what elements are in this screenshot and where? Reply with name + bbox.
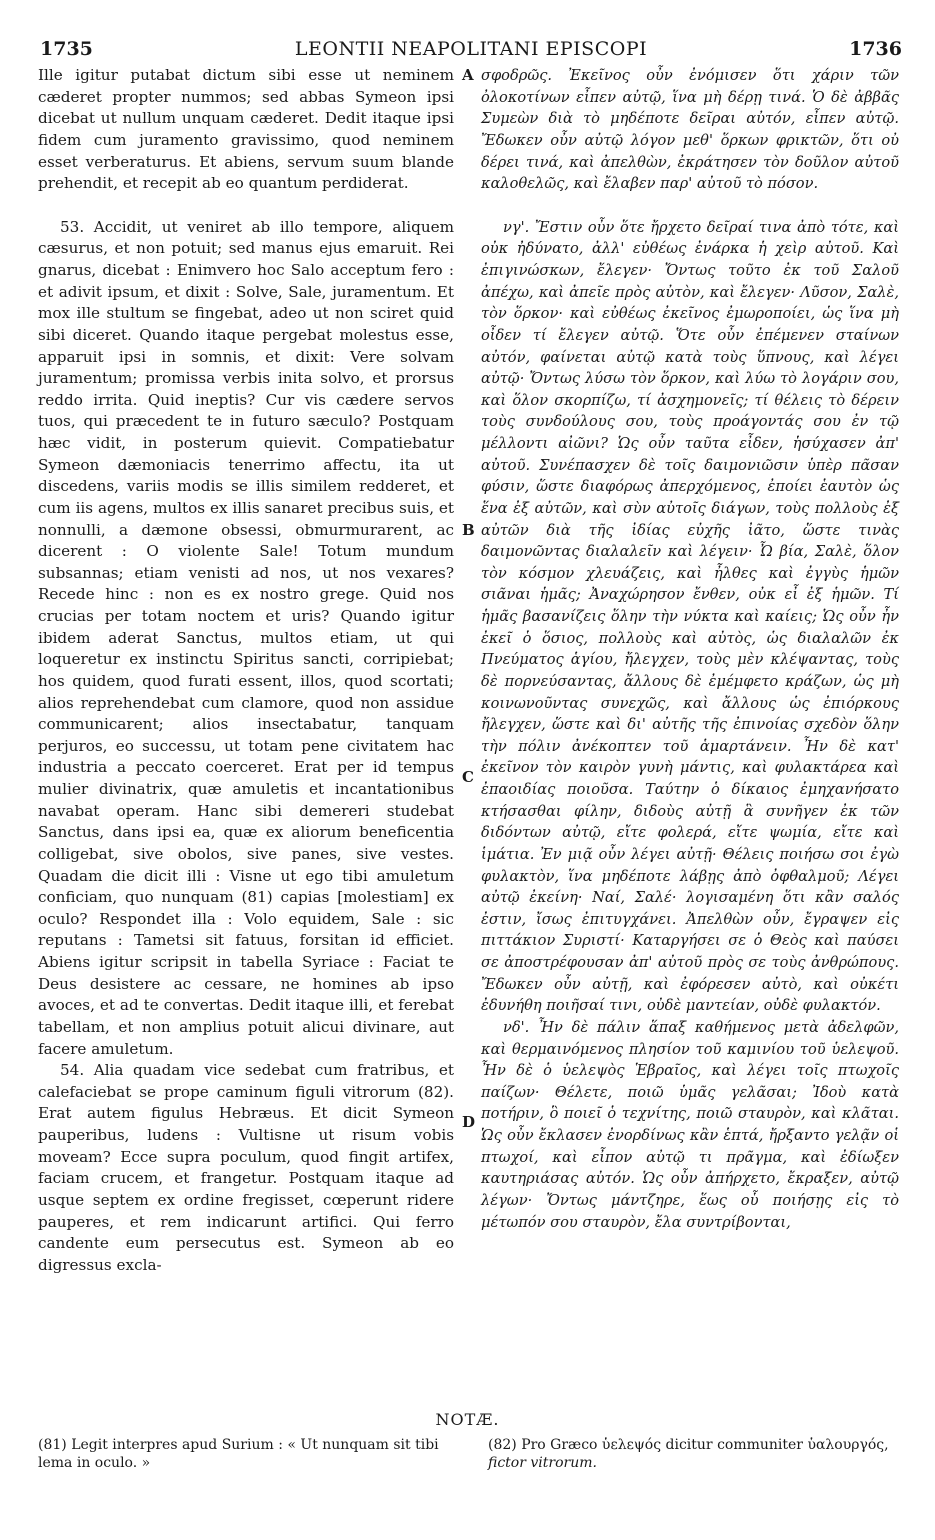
latin-paragraph: Ille igitur putabat dictum sibi esse ut neminem cæderet propter nummos; sed abbas Symeon ipsi dicebat ut nullum unquam cæderet. Dedit itaque ipsi fidem cum juramento gravissimo, quod neminem esset verberaturus. Et abiens, servum suum blande prehendit, et recepit ab eo quantum perdiderat.: [38, 66, 454, 193]
footnote-82-italic: fictor vitrorum.: [488, 1455, 597, 1471]
greek-column: [481, 65, 899, 1233]
footnote-82: [488, 1436, 898, 1472]
margin-marker-c: C: [462, 768, 474, 786]
margin-marker-a: A: [462, 66, 474, 84]
latin-column: [38, 65, 454, 1276]
margin-marker-b: B: [462, 521, 475, 539]
footnote-82-text: (82) Pro Græco ὑελεψός dicitur communiter ὑαλουργός,: [488, 1437, 889, 1453]
running-title: LEONTII NEAPOLITANI EPISCOPI: [294, 38, 648, 60]
greek-paragraph: νγ'. Ἔστιν οὖν ὅτε ἤρχετο δεῖραί τινα ἀπὸ τότε, καὶ οὐκ ἠδύνατο, ἀλλ' εὐθέως ἐνάρκα ἡ χεὶρ αὐτοῦ. Καὶ ἐπιγινώσκων, ἔλεγεν· Ὄντως τοῦτο ἐκ τοῦ Σαλοῦ ἀπέχω, καὶ ἀπεῖε πρὸς αὐτὸν, καὶ ἔλεγεν· Λῦσον, Σαλὲ, τὸν ὅρκον· καὶ εὐθέως ἐκεῖνος ἐμωροποίει, ὡς ἵνα μὴ οἶδεν τί ἔλεγεν αὐτῷ. Ὅτε οὖν ἐπέμενεν σταίνων αὐτόν, φαίνεται αὐτῷ κατὰ τοὺς ὕπνους, καὶ λέγει αὐτῷ· Ὄντως λύσω τὸν ὅρκον, καὶ λύω τὸ λογάριν σου, καὶ ὅλον σκορπίζω, τί ἀσχημονεῖς; τί θέλεις τὸ δέρειν τοὺς συνδούλους σου, τοὺς προάγοντάς σου ἐν τῷ μέλλοντι αἰῶνι? Ὡς οὖν ταῦτα εἶδεν, ἡσύχασεν ἀπ' αὐτοῦ. Συνέπασχεν δὲ τοῖς δαιμονιῶσιν ὑπὲρ πᾶσαν φύσιν, ὥστε διαφόρως ἀπερχόμενος, ἐποίει ἑαυτὸν ὡς ἕνα ἐξ αὐτῶν, καὶ σὺν αὐτοῖς διάγων, τοὺς πολλοὺς ἐξ αὐτῶν διὰ τῆς ἰδίας εὐχῆς ἰᾶτο, ὥστε τινὰς δαιμονῶντας διαλαλεῖν καὶ λέγειν· Ὦ βία, Σαλὲ, ὅλον τὸν κόσμον χλευάζεις, καὶ ἦλθες καὶ ἐγγὺς ἡμῶν σιᾶναι ἡμᾶς; Ἀναχώρησον ἔνθεν, οὐκ εἶ ἐξ ἡμῶν. Τί ἡμᾶς βασανίζεις ὅλην τὴν νύκτα καὶ καίεις; Ὡς οὖν ἦν ἐκεῖ ὁ ὅσιος, πολλοὺς καὶ αὐτὸς, ὡς διαλαλῶν ἐκ Πνεύματος ἁγίου, ἤλεγχεν, τοὺς μὲν κλέψαντας, τοὺς δὲ πορνεύσαντας, ἄλλους δὲ ἐμέμφετο κράζων, ὡς μὴ κοινωνοῦντας συνεχῶς, καὶ ἄλλους ὡς ἐπιόρκους ἤλεγχεν, ὥστε καὶ δι' αὐτῆς τῆς ἐπινοίας σχεδὸν ὅλην τὴν πόλιν ἀνέκοπτεν τοῦ ἁμαρτάνειν. Ἦν δὲ κατ' ἐκεῖνον τὸν καιρὸν γυνὴ μάντις, καὶ φυλακτάρεα καὶ ἐπαοιδίας ποιοῦσα. Ταύτην ὁ δίκαιος ἐμηχανήσατο κτήσασθαι φίλην, διδοὺς αὐτῇ ἃ συνῆγεν ἐκ τῶν διδόντων αὐτῷ, εἴτε φολερά, εἴτε ψωμία, εἴτε καὶ ἱμάτια. Ἐν μιᾷ οὖν λέγει αὐτῇ· Θέλεις ποιήσω σοι ἐγὼ φυλακτὸν, ἵνα μηδέποτε λάβῃς ἀπὸ ὀφθαλμοῦ; Λέγει αὐτῷ ἐκείνη· Ναί, Σαλέ· λογισαμένη ὅτι κἂν σαλός ἐστιν, ἴσως ἐπιτυγχάνει. Ἀπελθὼν οὖν, ἔγραψεν εἰς πιττάκιον Συριστί· Καταργήσει σε ὁ Θεὸς καὶ παύσει σε ἀποστρέφουσαν ἀπ' αὐτοῦ πρὸς σε τοὺς ἀνθρώπους. Ἔδωκεν οὖν αὐτῇ, καὶ ἐφόρεσεν αὐτὸ, καὶ οὐκέτι ἐδυνήθη ποιῆσαί τινι, οὐδὲ μαντείαν, οὐδὲ φυλακτόν.: [481, 218, 899, 1015]
latin-paragraph: 54. Alia quadam vice sedebat cum fratribus, et calefaciebat se prope caminum figuli vitrorum (82). Erat autem figulus Hebræus. Et dicit Symeon pauperibus, ludens : Vultisne ut risum vobis moveam? Ecce supra poculum, quod fingit artifex, faciam crucem, et frangetur. Postquam itaque ad usque septem ex ordine fregisset, cœperunt ridere pauperes, et rem indicarunt artifici. Qui ferro candente eum persecutus est. Symeon ab eo digressus excla-: [38, 1061, 454, 1274]
margin-marker-d: D: [462, 1113, 476, 1131]
page-header: [40, 38, 902, 62]
footnote-81: (81) Legit interpres apud Surium : « Ut nunquam sit tibi lema in oculo. »: [38, 1437, 439, 1471]
page-number-left: 1735: [40, 38, 93, 60]
notes-heading: NOTÆ.: [435, 1410, 500, 1429]
page-number-right: 1736: [849, 38, 902, 60]
greek-paragraph: σφοδρῶς. Ἐκεῖνος οὖν ἐνόμισεν ὅτι χάριν τῶν ὀλοκοτίνων εἶπεν αὐτῷ, ἵνα μὴ δέρῃ τινά. Ὁ δὲ ἀββᾶς Συμεὼν διὰ τὸ μηδέποτε δεῖραι αὐτόν, εἶπεν αὐτῷ. Ἔδωκεν οὖν αὐτῷ λόγον μεθ' ὅρκων φρικτῶν, ὅτι οὐ δέρει τινά, καὶ ἀπελθὼν, ἐκράτησεν τὸν δοῦλον αὐτοῦ καλοθελῶς, καὶ ἔλαβεν παρ' αὐτοῦ τὸ πόσον.: [481, 67, 899, 193]
latin-paragraph: 53. Accidit, ut veniret ab illo tempore, aliquem cæsurus, et non potuit; sed manus ejus emaruit. Rei gnarus, dicebat : Enimvero hoc Salo acceptum fero : et adivit ipsum, et dixit : Solve, Sale, juramentum. Et mox ille stultum se fingebat, adeo ut non sciret quid sibi diceret. Quando itaque pergebat molestus esse, apparuit ipsi in somnis, et dixit: Vere solvam juramentum; promissa verbis inita solvo, et prorsus reddo irrita. Quid ineptis? Cur vis cædere servos tuos, qui præcedent te in futuro sæculo? Postquam hæc vidit, in posterum quievit. Compatiebatur Symeon dæmoniacis tenerrimo affectu, ita ut discedens, variis modis se illis similem redderet, et cum iis agens, multos ex illis sanaret precibus suis, et nonnulli, a dæmone obsessi, obmurmurarent, ac dicerent : O violente Sale! Totum mundum subsannas; etiam venisti ad nos, ut nos vexares? Recede hinc : non es ex nostro grege. Quid nos crucias per totam noctem et uris? Quando igitur ibidem aderat Sanctus, multos etiam, ut qui loqueretur ex instinctu Spiritus sancti, corripiebat; hos quidem, quod furati essent, illos, quod scortati; alios reprehendebat cum clamore, quod non assidue communicarent; alios insectabatur, tanquam perjuros, eo successu, ut totam pene civitatem hac industria a peccato coerceret. Erat per id tempus mulier divinatrix, quæ amuletis et incantationibus navabat operam. Hanc sibi demereri studebat Sanctus, dans ipsi ea, quæ ex aliorum beneficentia colligebat, sive obolos, sive panes, sive vestes. Quadam die dicit illi : Visne ut ego tibi amuletum conficiam, quo nunquam (81) capias [molestiam] ex oculo? Respondet illa : Volo equidem, Sale : sic reputans : Tametsi sit fatuus, forsitan id efficiet. Abiens igitur scripsit in tabella Syriace : Faciat te Deus desistere ac cessare, ne homines ab ipso avoces, et ad te convertas. Dedit itaque illi, et ferebat tabellam, et non amplius potuit alicui divinare, aut facere amuletum.: [38, 217, 454, 1058]
greek-paragraph: νδ'. Ἦν δὲ πάλιν ἅπαξ καθήμενος μετὰ ἀδελφῶν, καὶ θερμαινόμενος πλησίον τοῦ καμινίου τοῦ ὑελεψοῦ. Ἦν δὲ ὁ ὑελεψὸς Ἑβραῖος, καὶ λέγει τοῖς πτωχοῖς παίζων· Θέλετε, ποιῶ ὑμᾶς γελᾶσαι; Ἰδοὺ κατὰ ποτήριν, ὃ ποιεῖ ὁ τεχνίτης, ποιῶ σταυρὸν, καὶ κλᾶται. Ὡς οὖν ἔκλασεν ἐνορδίνως κἂν ἑπτά, ἤρξαντο γελᾷν οἱ πτωχοί, καὶ εἶπον αὐτῷ τι πρᾶγμα, καὶ ἐδίωξεν καυτηριάσας αὐτόν. Ὡς οὖν ἀπήρχετο, ἔκραξεν, αὐτῷ λέγων· Ὄντως μάντζηρε, ἕως οὗ ποιήσῃς εἰς τὸ μέτωπόν σου σταυρὸν, ἔλα συντρίβονται,: [481, 1018, 899, 1231]
